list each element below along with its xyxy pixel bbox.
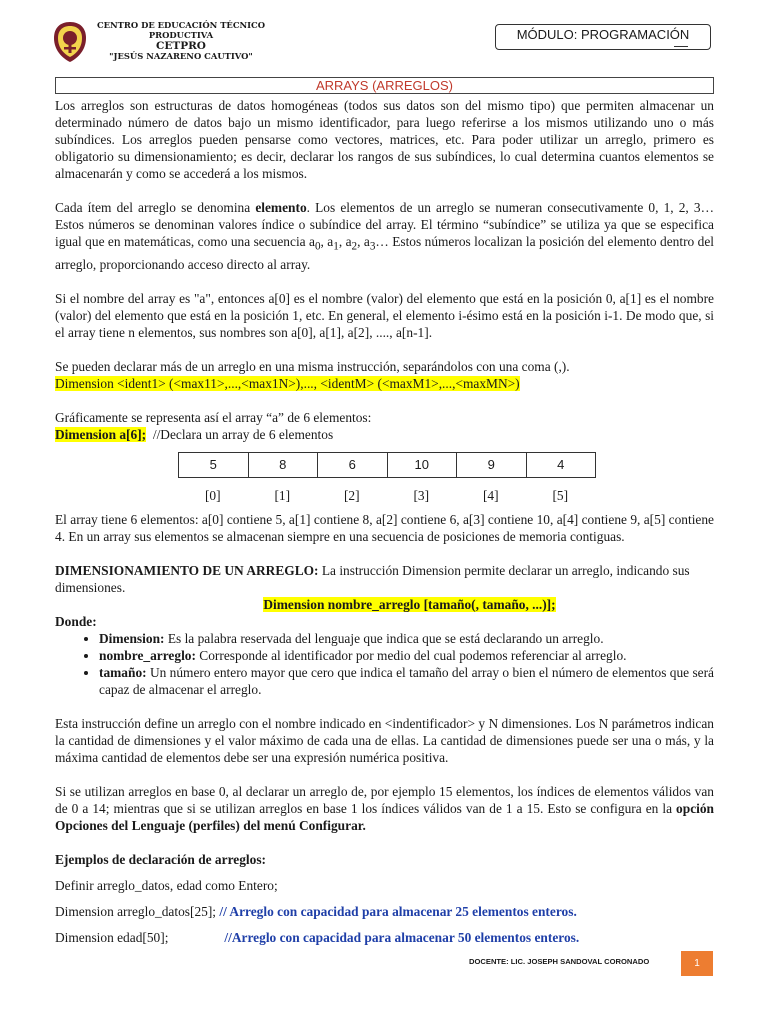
array-index-label: [5] [552, 487, 569, 503]
contents-paragraph: El array tiene 6 elementos: a[0] contiene 5, a[1] contiene 8, a[2] contiene 6, a[3] contiene 10, a[4] contiene 9, a[5] contiene 4. En un array sus elementos se almacenan siempre en una secuencia de posiciones de memoria contiguas. [55, 511, 714, 544]
module-label-box [495, 24, 711, 50]
element-bold-term: elemento [255, 200, 307, 215]
page-number: 1 [681, 951, 713, 976]
declare-example [55, 426, 714, 443]
array-index-label: [1] [274, 487, 291, 503]
array-index-label: [4] [482, 487, 499, 503]
footer-teacher: DOCENTE: LIC. JOSEPH SANDOVAL CORONADO [469, 957, 650, 966]
institution-line-3: CETPRO [156, 40, 206, 52]
page-header [52, 18, 720, 68]
array-cell: 8 [248, 452, 318, 477]
example-comment-3: //Arreglo con capacidad para almacenar 50 elementos enteros. [224, 929, 580, 945]
example-line-3: Dimension edad[50]; //Arreglo con capacidad para almacenar 50 elementos enteros. [55, 929, 580, 945]
examples-heading: Ejemplos de declaración de arreglos: [55, 851, 266, 867]
declare-example-comment: //Declara un array de 6 elementos [152, 426, 334, 442]
donde-list-item: • tamaño: Un número entero mayor que cero que indica el tamaño del array o bien el número de elementos que será capaz de almacenar el arreglo. [99, 664, 714, 698]
array-cell: 10 [387, 452, 457, 477]
instruction-paragraph: Esta instrucción define un arreglo con el nombre indicado en <indentificador> y N dimensiones. Los N parámetros indican la cantidad de dimensiones y el valor máximo de cada una de ellas. La cantidad de dimensiones puede ser una o más, y la máxima cantidad de elementos debe ser una expresión numérica positiva. [55, 715, 714, 765]
array-cell: 9 [457, 452, 527, 477]
institution-line-4: "JESÚS NAZARENO CAUTIVO" [109, 51, 253, 61]
graphic-line: Gráficamente se representa así el array “a” de 6 elementos: [55, 409, 372, 425]
array-cell: 4 [526, 452, 596, 477]
dimension-intro: DIMENSIONAMIENTO DE UN ARREGLO: La instrucción Dimension permite declarar un arreglo, indicando sus dimensiones. [55, 562, 690, 595]
intro-paragraph: Los arreglos son estructuras de datos homogéneas (todos sus datos son del mismo tipo) que permiten almacenar un determinado número de datos bajo un mismo identificador, para luego referirse a los mismos utilizando uno o más subíndices. Los arreglos pueden pensarse como vectores, matrices, etc. Para poder utilizar un arreglo, primero es obligatorio su dimensionamiento; es decir, declarar los rangos de sus subíndices, lo cual determina cuantos elementos se almacenarán y como se accederá a los mismos. [55, 98, 714, 181]
document-body [55, 97, 714, 946]
name-paragraph: Si el nombre del array es "a", entonces a[0] es el nombre (valor) del elemento que está en la posición 0, a[1] es el nombre (valor) del elemento que está en la posición 1, etc. En general, el elemento i-ésimo está en la posición i-1. De modo que, si el array tiene n elementos, sus nombres son a[0], a[1], a[2], ...., a[n-1]. [55, 290, 714, 340]
dimension-syntax: Dimension nombre_arreglo [tamaño(, tamaño, ...)]; [263, 596, 556, 612]
dimension-heading: DIMENSIONAMIENTO DE UN ARREGLO: [55, 562, 319, 578]
module-underline [674, 46, 688, 47]
example-comment-2: // Arreglo con capacidad para almacenar 25 elementos enteros. [216, 903, 577, 919]
array-diagram [178, 452, 596, 478]
module-label: MÓDULO: PROGRAMACIÓN [516, 27, 690, 42]
multi-declare-line: Se pueden declarar más de un arreglo en una misma instrucción, separándolos con una coma (,). [55, 358, 570, 374]
example-line-2: Dimension arreglo_datos[25]; // Arreglo con capacidad para almacenar 25 elementos enteros. [55, 903, 577, 919]
array-index-label: [2] [343, 487, 360, 503]
institution-name [88, 21, 274, 62]
array-values-row [179, 452, 596, 477]
institution-line-2: PRODUCTIVA [148, 29, 214, 40]
array-cell: 5 [179, 452, 249, 477]
array-cell: 6 [318, 452, 388, 477]
donde-list-item: • Dimension: Es la palabra reservada del lenguaje que indica que se está declarando un arreglo. [99, 630, 714, 647]
institution-line-1: CENTRO DE EDUCACIÓN TÉCNICO [96, 20, 266, 30]
donde-label: Donde: [55, 613, 97, 629]
array-index-row [178, 487, 714, 505]
declare-example-code: Dimension a[6]; [55, 426, 147, 442]
element-paragraph: Cada ítem del arreglo se denomina elemento. Los elementos de un arreglo se numeran consecutivamente 0, 1, 2, 3… Estos números se denominan valores índice o subíndice del array. El término “subíndice” se utiliza ya que se especifica igual que en matemáticas, como una secuencia $a_0$, $a_1$, $a_2$, $a_3\dots$ Estos números localizan la posición del elemento dentro del arreglo, proporcionando acceso directo al array. [55, 200, 714, 272]
cetpro-logo-icon [52, 20, 88, 64]
example-line-1: Definir arreglo_datos, edad como Entero; [55, 877, 278, 893]
donde-list [55, 630, 714, 698]
base-paragraph: Si se utilizan arreglos en base 0, al declarar un arreglo de, por ejemplo 15 elementos, los índices de elementos válidos van de 0 a 14; mientras que si se utilizan arreglos en base 1 los índices válidos van de 1 a 15. Esto se configura en la opción Opciones del Lenguaje (perfiles) del menú Configurar. [55, 783, 714, 833]
donde-list-item: • nombre_arreglo: Corresponde al identificador por medio del cual podemos referenciar al arreglo. [99, 647, 714, 664]
page-title: ARRAYS (ARREGLOS) [55, 77, 714, 94]
multi-declare-syntax: Dimension <ident1> (<max11>,...,<max1N>),..., <identM> (<maxM1>,...,<maxMN>) [55, 375, 520, 391]
array-index-label: [3] [413, 487, 430, 503]
array-index-label: [0] [204, 487, 221, 503]
